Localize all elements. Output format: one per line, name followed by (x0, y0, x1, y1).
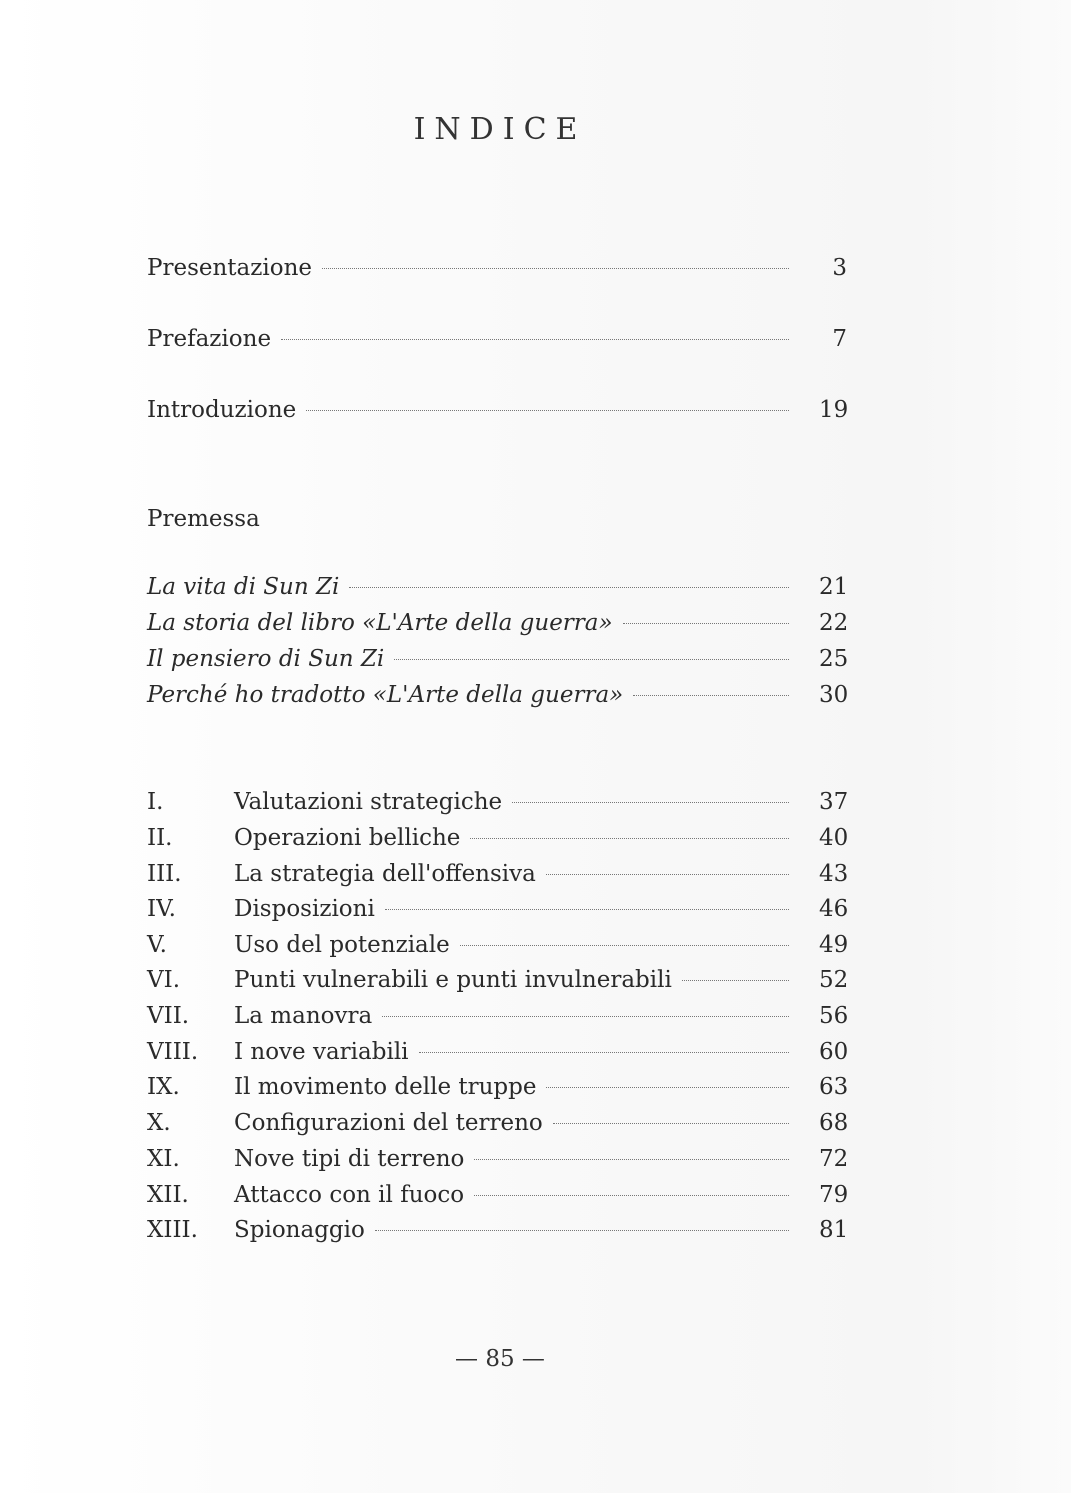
toc-chapter-4 (147, 892, 847, 926)
toc-page-number: 79 (819, 1182, 849, 1208)
chapter-title: Configurazioni del terreno (234, 1110, 543, 1136)
chapter-title: La manovra (234, 1003, 373, 1029)
chapter-number: X. (147, 1110, 171, 1136)
toc-page-number: 49 (819, 932, 849, 958)
chapter-title: Il movimento delle truppe (234, 1074, 537, 1100)
dot-leader (281, 338, 789, 340)
toc-page-number: 21 (819, 574, 849, 600)
toc-entry-label: La vita di Sun Zi (147, 574, 340, 600)
chapter-number: VIII. (147, 1039, 199, 1065)
chapter-number: IX. (147, 1074, 180, 1100)
toc-chapter-8 (147, 1035, 847, 1069)
toc-chapter-13 (147, 1213, 847, 1247)
toc-entry-label: Introduzione (147, 397, 297, 423)
chapter-title: Punti vulnerabili e punti invulnerabili (234, 967, 672, 993)
dot-leader (470, 837, 789, 839)
chapter-title: La strategia dell'offensiva (234, 861, 536, 887)
chapter-title: Attacco con il fuoco (234, 1182, 465, 1208)
dot-leader (460, 944, 789, 946)
chapter-title: Uso del potenziale (234, 932, 450, 958)
toc-page-number: 72 (819, 1146, 849, 1172)
chapter-title: Nove tipi di terreno (234, 1146, 465, 1172)
toc-page-number: 46 (819, 896, 849, 922)
chapter-number: IV. (147, 896, 176, 922)
dot-leader (394, 658, 789, 660)
dot-leader (512, 801, 789, 803)
toc-page-number: 30 (819, 682, 849, 708)
chapter-number: VI. (147, 967, 181, 993)
dot-leader (553, 1122, 789, 1124)
toc-page-number: 81 (819, 1217, 849, 1243)
toc-page-number: 52 (819, 967, 849, 993)
chapter-number: I. (147, 789, 164, 815)
toc-page-number: 25 (819, 646, 849, 672)
dot-leader (682, 979, 789, 981)
toc-chapter-5 (147, 928, 847, 962)
dot-leader (474, 1194, 789, 1196)
chapter-number: XII. (147, 1182, 189, 1208)
section-heading-premessa: Premessa (147, 506, 260, 532)
dot-leader (546, 873, 789, 875)
toc-entry-label: Perché ho tradotto «L'Arte della guerra» (147, 682, 624, 708)
toc-chapter-11 (147, 1142, 847, 1176)
chapter-number: XIII. (147, 1217, 198, 1243)
toc-chapter-3 (147, 857, 847, 891)
toc-page-number: 68 (819, 1110, 849, 1136)
dot-leader (382, 1015, 789, 1017)
chapter-number: XI. (147, 1146, 180, 1172)
toc-page-number: 40 (819, 825, 849, 851)
toc-entry-prefazione (147, 322, 847, 356)
toc-entry-label: Presentazione (147, 255, 313, 281)
toc-page-number: 37 (819, 789, 849, 815)
toc-page-number: 56 (819, 1003, 849, 1029)
chapter-number: II. (147, 825, 173, 851)
toc-chapter-2 (147, 821, 847, 855)
toc-entry-premessa (147, 570, 847, 604)
dot-leader (375, 1229, 789, 1231)
toc-page-number: 63 (819, 1074, 849, 1100)
page-number-footer: — 85 — (455, 1346, 545, 1372)
toc-entry-introduzione (147, 393, 847, 427)
toc-page-number: 43 (819, 861, 849, 887)
toc-chapter-10 (147, 1106, 847, 1140)
dot-leader (546, 1086, 789, 1088)
toc-page-number: 19 (819, 397, 849, 423)
dot-leader (385, 908, 789, 910)
chapter-number: III. (147, 861, 182, 887)
toc-entry-label: La storia del libro «L'Arte della guerra» (147, 610, 613, 636)
chapter-number: VII. (147, 1003, 190, 1029)
toc-chapter-1 (147, 785, 847, 819)
chapter-title: Spionaggio (234, 1217, 365, 1243)
dot-leader (623, 622, 789, 624)
toc-entry-presentazione (147, 251, 847, 285)
dot-leader (322, 267, 789, 269)
toc-entry-label: Prefazione (147, 326, 272, 352)
toc-chapter-7 (147, 999, 847, 1033)
toc-chapter-6 (147, 963, 847, 997)
toc-page-number: 7 (832, 326, 847, 352)
toc-page-number: 3 (832, 255, 847, 281)
page-title: INDICE (413, 112, 587, 147)
toc-page-number: 60 (819, 1039, 849, 1065)
toc-entry-premessa (147, 678, 847, 712)
toc-entry-premessa (147, 606, 847, 640)
chapter-title: Operazioni belliche (234, 825, 461, 851)
toc-entry-premessa (147, 642, 847, 676)
chapter-title: Disposizioni (234, 896, 375, 922)
dot-leader (349, 586, 789, 588)
toc-page-number: 22 (819, 610, 849, 636)
chapter-title: I nove variabili (234, 1039, 409, 1065)
chapter-title: Valutazioni strategiche (234, 789, 503, 815)
chapter-number: V. (147, 932, 167, 958)
dot-leader (306, 409, 789, 411)
dot-leader (633, 694, 789, 696)
dot-leader (419, 1051, 789, 1053)
dot-leader (474, 1158, 789, 1160)
toc-entry-label: Il pensiero di Sun Zi (147, 646, 385, 672)
toc-chapter-12 (147, 1178, 847, 1212)
toc-chapter-9 (147, 1070, 847, 1104)
